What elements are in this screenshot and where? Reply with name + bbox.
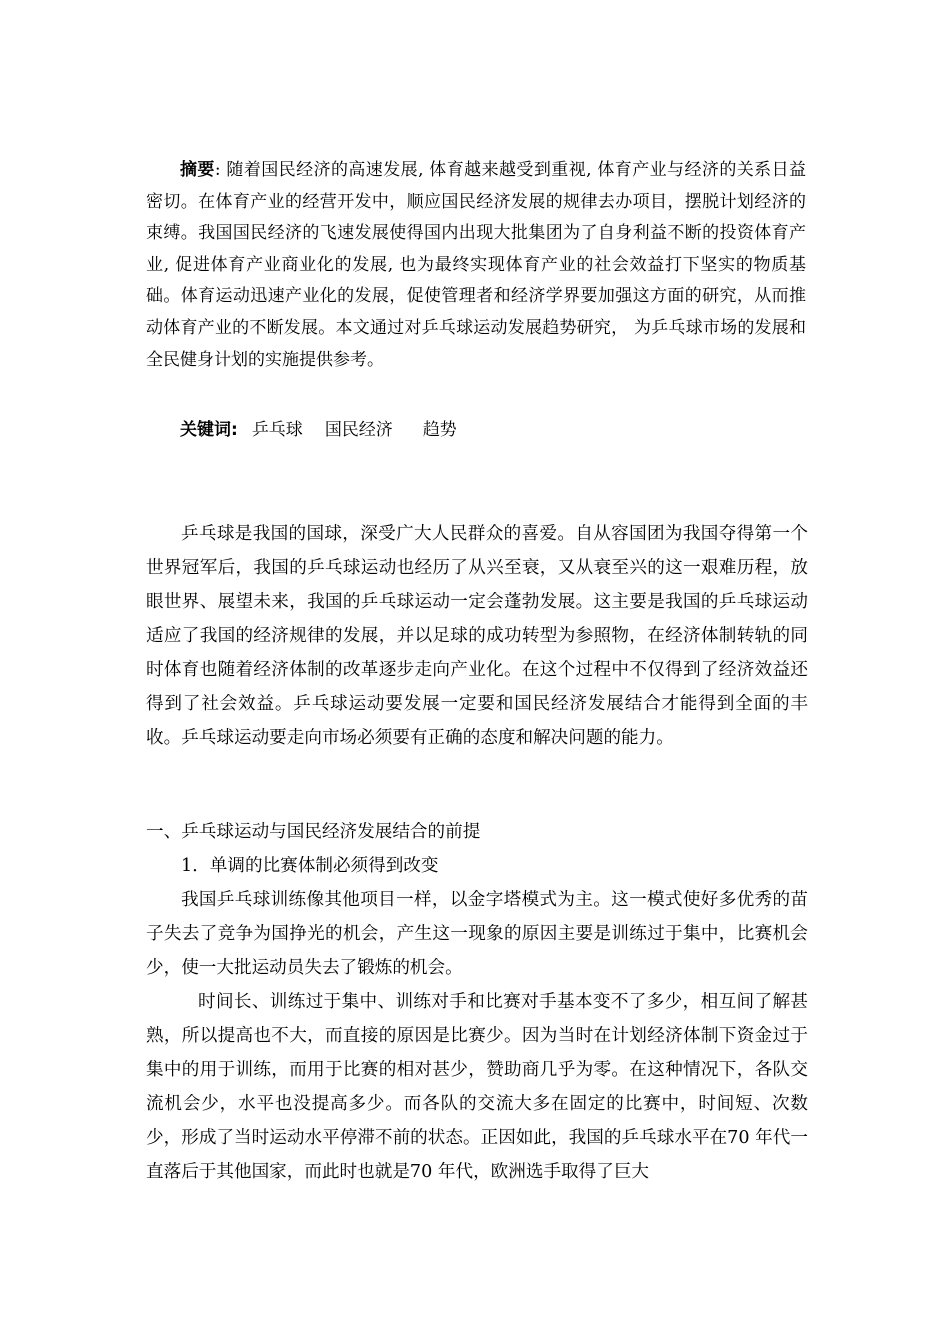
body-paragraph-1: 乒乓球是我国的国球，深受广大人民群众的喜爱。自从容国团为我国夺得第一个世界冠军后，我国的乒乓球运动也经历了从兴至衰，又从衰至兴的这一艰难历程，放眼世界、展望未来，我国的乒乓球运动一定会蓬勃发展。这主要是我国的乒乓球运动适应了我国的经济规律的发展，并以足球的成功转型为参照物，在经济体制转轨的同时体育也随着经济体制的改革逐步走向产业化。在这个过程中不仅得到了经济效益还得到了社会效益。乒乓球运动要发展一定要和国民经济发展结合才能得到全面的丰收。乒乓球运动要走向市场必须要有正确的态度和解决问题的能力。	[146, 524, 808, 748]
keyword-national-economy: 国民经济	[324, 420, 393, 440]
keyword-table-tennis: 乒乓球	[251, 420, 303, 440]
body-paragraph-3: 时间长、训练过于集中、训练对手和比赛对手基本变不了多少，相互间了解甚熟，所以提高也不大，而直接的原因是比赛少。因为当时在计划经济体制下资金过于集中的用于训练，而用于比赛的相对甚少，赞助商几乎为零。在这种情况下，各队交流机会少，水平也没提高多少。而各队的交流大多在固定的比赛中，时间短、次数少，形成了当时运动水平停滞不前的状态。正因如此，我国的乒乓球水平在70 年代一直落后于其他国家，而此时也就是70 年代，欧洲选手取得了巨大	[146, 992, 808, 1182]
abstract-label: 摘要	[180, 160, 215, 180]
keywords-label: 关键词:	[180, 420, 238, 440]
body-paragraph-2: 我国乒乓球训练像其他项目一样，以金字塔模式为主。这一模式使好多优秀的苗子失去了竞争为国挣光的机会，产生这一现象的原因主要是训练过于集中，比赛机会少，使一大批运动员失去了锻炼的机会。	[146, 890, 808, 978]
section-heading: 一、乒乓球运动与国民经济发展结合的前提	[146, 822, 481, 842]
abstract-paragraph	[146, 155, 806, 376]
keyword-trend: 趋势	[422, 420, 457, 440]
keywords-line	[180, 415, 457, 446]
subsection-heading: 1．单调的比赛体制必须得到改变	[181, 856, 439, 876]
abstract-text: : 随着国民经济的高速发展, 体育越来越受到重视, 体育产业与经济的关系日益密切。在体育产业的经营开发中，顺应国民经济发展的规律去办项目，摆脱计划经济的束缚。我国国民经济的飞速发展使得国内出现大批集团为了自身利益不断的投资体育产业, 促进体育产业商业化的发展, 也为最终实现体育产业的社会效益打下坚实的物质基础。体育运动迅速产业化的发展，促使管理者和经济学界要加强这方面的研究，从而推动体育产业的不断发展。本文通过对乒乓球运动发展趋势研究， 为乒乓球市场的发展和全民健身计划的实施提供参考。	[146, 160, 807, 370]
